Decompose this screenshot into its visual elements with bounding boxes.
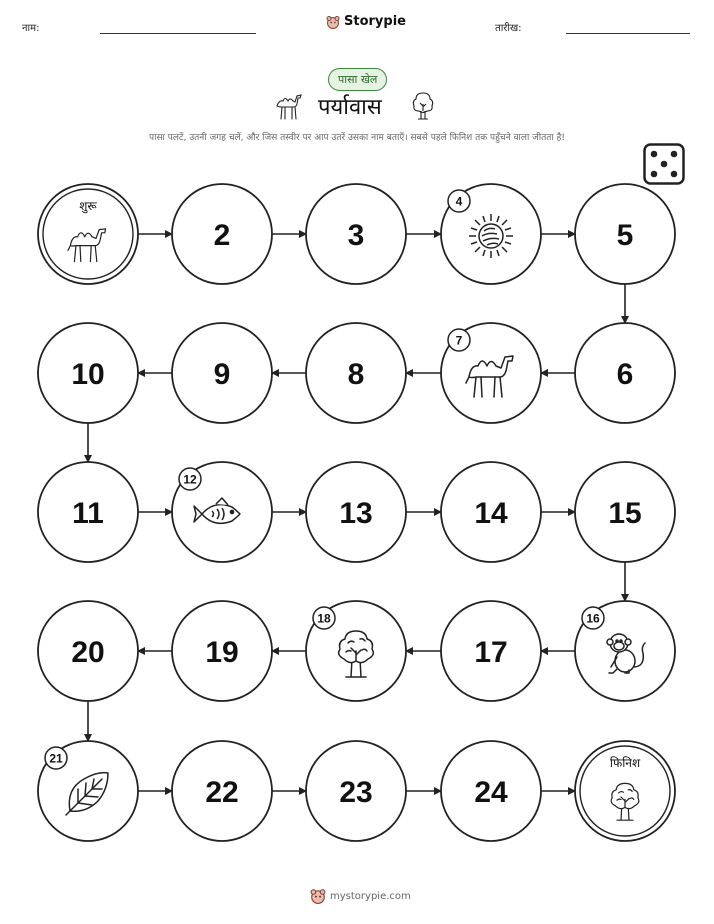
cell-number: 8	[347, 358, 365, 391]
cell-number: 24	[474, 776, 508, 809]
board-cell-19	[172, 601, 272, 701]
board-cell-3	[306, 184, 406, 284]
brand-name: Storypie	[344, 14, 406, 29]
board-cell-8	[306, 323, 406, 423]
board-cell-11	[38, 462, 138, 562]
board-cell-1	[38, 184, 138, 284]
board-cell-7	[441, 323, 541, 423]
cell-number: 2	[213, 219, 231, 252]
cell-number-badge-text: 4	[455, 194, 463, 209]
cell-number-badge-text: 21	[49, 751, 63, 766]
board-cell-10	[38, 323, 138, 423]
cell-number: 10	[71, 358, 105, 391]
board-cell-2	[172, 184, 272, 284]
cell-number: 20	[71, 636, 105, 669]
board-cell-9	[172, 323, 272, 423]
name-label: नाम:	[22, 23, 40, 34]
cell-number: 9	[213, 358, 231, 391]
board-cell-17	[441, 601, 541, 701]
footer	[310, 888, 411, 904]
board-cell-6	[575, 323, 675, 423]
board-cell-18	[306, 601, 406, 701]
board-cell-21	[38, 741, 138, 841]
cell-number: 23	[339, 776, 373, 809]
footer-site[interactable]: mystorypie.com	[330, 890, 411, 902]
sun-icon	[469, 214, 513, 258]
page-title: पर्यावास	[318, 95, 382, 120]
cell-number: 3	[347, 219, 365, 252]
game-type-badge: पासा खेल	[328, 68, 387, 91]
cell-number-badge-text: 12	[183, 472, 197, 487]
storypie-bear-icon	[310, 888, 326, 904]
cell-number: 11	[72, 497, 104, 530]
finish-label: फिनिश	[609, 756, 641, 770]
cell-number: 6	[616, 358, 634, 391]
cell-number-badge-text: 18	[317, 611, 331, 626]
board-cell-5	[575, 184, 675, 284]
cell-number: 17	[474, 636, 508, 669]
cell-number: 19	[205, 636, 239, 669]
board-cell-13	[306, 462, 406, 562]
board-cell-24	[441, 741, 541, 841]
board-cell-12	[172, 462, 272, 562]
board-cell-14	[441, 462, 541, 562]
board-cell-15	[575, 462, 675, 562]
cell-number: 13	[339, 497, 373, 530]
cell-number: 14	[474, 497, 508, 530]
board-cell-23	[306, 741, 406, 841]
board-cell-16	[575, 601, 675, 701]
date-label: तारीख:	[495, 23, 522, 34]
cell-number-badge-text: 16	[586, 611, 600, 626]
cell-number: 15	[608, 497, 642, 530]
board-cell-25	[575, 741, 675, 841]
cell-number-badge-text: 7	[455, 333, 463, 348]
start-label: शुरू	[79, 199, 97, 213]
board-cell-22	[172, 741, 272, 841]
cell-number: 22	[205, 776, 239, 809]
cell-number: 5	[616, 219, 634, 252]
board-cells	[38, 184, 675, 841]
board-cell-4	[441, 184, 541, 284]
instructions: पासा पलटें, उतनी जगह चलें, और जिस तस्वीर पर आप उतरें उसका नाम बताएँ। सबसे पहले फिनिश तक पहुँचने वाला जीतता है!	[149, 133, 565, 143]
board-cell-20	[38, 601, 138, 701]
